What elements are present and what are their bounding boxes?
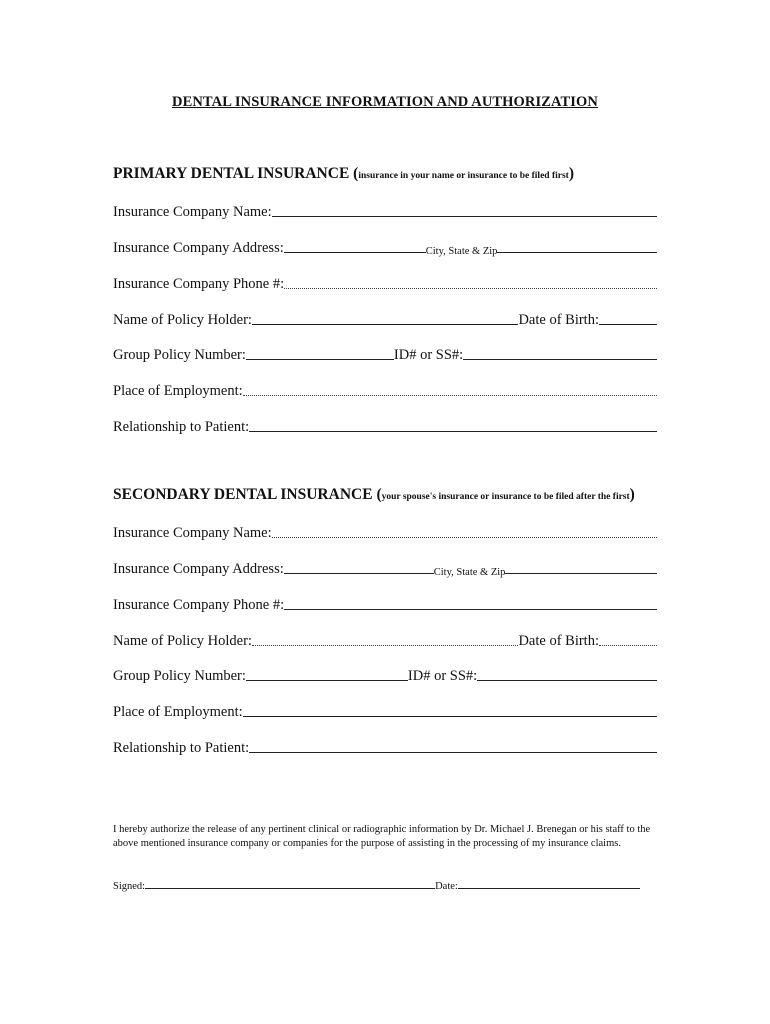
signed-label: Signed: [113, 881, 146, 892]
primary-company-address-row [113, 235, 657, 257]
primary-company-phone-label: Insurance Company Phone #: [113, 276, 285, 292]
primary-company-address-label: Insurance Company Address: [113, 240, 284, 256]
primary-policy-holder-field[interactable] [252, 324, 519, 325]
secondary-group-policy-label: Group Policy Number: [113, 668, 246, 684]
primary-employment-row [113, 378, 657, 400]
date-label: Date: [435, 881, 458, 892]
secondary-city-state-zip-label: City, State & Zip [433, 567, 506, 578]
secondary-company-name-label: Insurance Company Name: [113, 525, 272, 541]
primary-employment-field[interactable] [243, 395, 657, 396]
secondary-policy-holder-label: Name of Policy Holder: [113, 633, 252, 649]
document-title: DENTAL INSURANCE INFORMATION AND AUTHORIZATION [172, 94, 598, 110]
primary-city-state-zip-field[interactable] [497, 252, 657, 253]
secondary-heading-note: your spouse's insurance or insurance to be filed after the first [381, 492, 630, 502]
secondary-company-name-row [113, 520, 657, 542]
secondary-company-phone-field[interactable] [284, 609, 657, 610]
secondary-relationship-field[interactable] [249, 752, 657, 753]
primary-relationship-field[interactable] [249, 431, 657, 432]
secondary-id-ss-field[interactable] [477, 680, 657, 681]
secondary-policy-holder-field[interactable] [252, 645, 519, 646]
primary-date-of-birth-field[interactable] [599, 324, 657, 325]
secondary-employment-row [113, 699, 657, 721]
secondary-company-phone-label: Insurance Company Phone #: [113, 597, 285, 613]
secondary-company-phone-row [113, 592, 657, 614]
secondary-heading-text: SECONDARY DENTAL INSURANCE [113, 486, 373, 503]
primary-group-policy-label: Group Policy Number: [113, 347, 246, 363]
secondary-group-policy-field[interactable] [246, 680, 408, 681]
secondary-group-policy-row [113, 663, 657, 685]
secondary-relationship-label: Relationship to Patient: [113, 740, 250, 756]
primary-group-policy-row [113, 342, 657, 364]
primary-city-state-zip-label: City, State & Zip [425, 246, 498, 257]
secondary-company-address-row [113, 556, 657, 578]
primary-company-name-label: Insurance Company Name: [113, 204, 272, 220]
primary-heading-note: insurance in your name or insurance to be filed first [358, 171, 569, 181]
secondary-company-address-label: Insurance Company Address: [113, 561, 284, 577]
authorization-statement: I hereby authorize the release of any pertinent clinical or radiographic information by Dr. Michael J. Brenegan or his staff to the above mentioned insurance company or companies for the purpose of assisting in the processing of my insurance claims. [113, 824, 651, 849]
secondary-date-of-birth-field[interactable] [599, 645, 657, 646]
primary-relationship-label: Relationship to Patient: [113, 419, 250, 435]
primary-company-address-field[interactable] [284, 252, 426, 253]
primary-heading-text: PRIMARY DENTAL INSURANCE [113, 165, 350, 182]
signature-row [113, 876, 649, 892]
secondary-id-ss-label: ID# or SS#: [407, 668, 478, 684]
secondary-relationship-row [113, 735, 657, 757]
primary-group-policy-field[interactable] [246, 359, 394, 360]
primary-employment-label: Place of Employment: [113, 383, 243, 399]
signature-field[interactable] [145, 888, 435, 889]
primary-policy-holder-row [113, 307, 657, 329]
secondary-section-heading: SECONDARY DENTAL INSURANCE (your spouse's insurance or insurance to be filed after the first) [113, 486, 635, 503]
signature-date-field[interactable] [458, 888, 640, 889]
secondary-policy-holder-row [113, 628, 657, 650]
secondary-date-of-birth-label: Date of Birth: [518, 633, 599, 649]
primary-id-ss-label: ID# or SS#: [393, 347, 464, 363]
primary-section-heading: PRIMARY DENTAL INSURANCE (insurance in your name or insurance to be filed first) [113, 165, 574, 182]
secondary-city-state-zip-field[interactable] [505, 573, 657, 574]
secondary-company-name-field[interactable] [272, 537, 657, 538]
primary-date-of-birth-label: Date of Birth: [518, 312, 599, 328]
primary-company-name-field[interactable] [272, 216, 657, 217]
primary-policy-holder-label: Name of Policy Holder: [113, 312, 252, 328]
primary-company-name-row [113, 199, 657, 221]
primary-company-phone-field[interactable] [284, 288, 657, 289]
primary-id-ss-field[interactable] [463, 359, 657, 360]
secondary-company-address-field[interactable] [284, 573, 434, 574]
primary-relationship-row [113, 414, 657, 436]
secondary-employment-field[interactable] [243, 716, 657, 717]
secondary-employment-label: Place of Employment: [113, 704, 243, 720]
primary-company-phone-row [113, 271, 657, 293]
